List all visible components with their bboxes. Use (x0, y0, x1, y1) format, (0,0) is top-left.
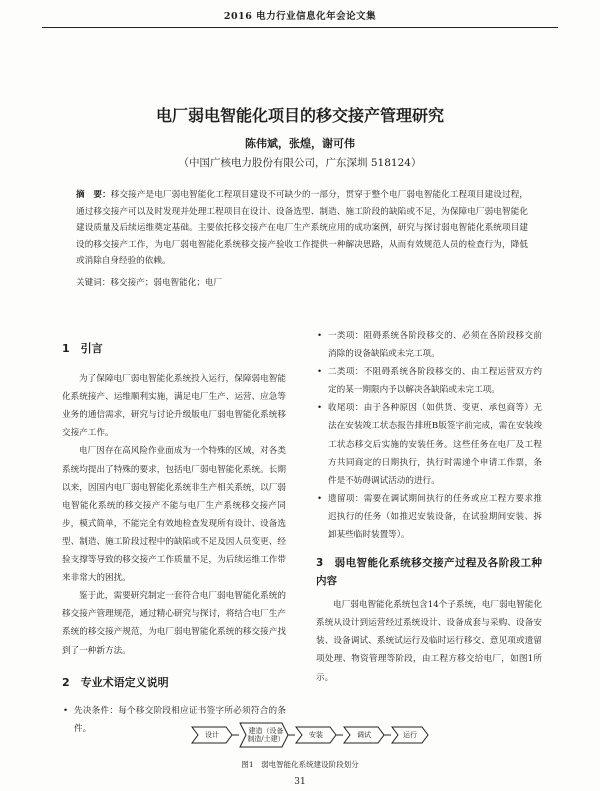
term-prerequisite: • 先决条件：每个移交阶段相应证书签字所必须符合的条件。 (62, 702, 286, 738)
paper-authors: 陈伟斌，张煌，谢可伟 (245, 137, 355, 150)
paper-affiliation: （中国广核电力股份有限公司，广东深圳 518124） (178, 157, 422, 169)
section-3-paragraph-1: 电厂弱电智能化系统包含14个子系统，电厂弱电智能化系统从设计到运营经过系统设计、设备成套与采购、设备安装、设备调试、系统试运行及临时运行移交、意见项或遗留项处理、物资管理等阶段，由工程方移交给电厂，如图1所示。 (316, 600, 542, 683)
flow-step-design: 设计 (205, 731, 219, 739)
section-1-paragraph-1: 为了保障电厂弱电智能化系统投入运行，保障弱电智能化系统接产、运维顺利实施，满足电厂生产、运营、应急等业务的通信需求，研究与讨论升级版电厂弱电智能化系统移交接产工作。 (62, 374, 286, 439)
term-closeout: • 收尾项：由于各种原因（如供货、变更、承包商等）无法在安装竣工状态报告排班B版签字前完成，需在安装竣工状态移交后实施的安装任务。这些任务在电厂及工程方共同商定的日期执行，执行时需递个申请工作票，条件是不妨碍调试活动的进行。 (316, 399, 542, 489)
term-class-one: • 一类项：阻碍系统各阶段移交的、必须在各阶段移交前消除的设备缺陷或未完工项。 (316, 327, 542, 363)
paper-title: 电厂弱电智能化项目的移交接产管理研究 (155, 106, 444, 125)
section-1-paragraph-3: 鉴于此，需要研究制定一套符合电厂弱电智能化系统的移交接产管理规范，通过精心研究与探讨，将结合电厂生产系统的移交接产规范，为电厂弱电智能化系统的移交接产找到了一种新方法。 (62, 591, 286, 656)
header-rule (42, 27, 558, 28)
flow-step-build: 建造（设备制造/土建） (247, 727, 285, 743)
keywords-label: 关键词： (76, 278, 111, 288)
figure-1-caption: 图1 弱电智能化系统建设阶段划分 (241, 760, 359, 769)
keywords (76, 276, 528, 288)
section-1-heading: 1 引言 (62, 342, 103, 355)
flow-step-operate: 运行 (403, 731, 417, 739)
figure-1-flowchart (190, 720, 430, 750)
section-1-paragraph-2: 电厂因存在高风险作业面成为一个特殊的区域，对各类系统均提出了特殊的要求，包括电厂弱电智能化系统。长期以来，因国内电厂弱电智能化系统非生产相关系统，以厂弱电智能化系统的移交接产不能与电厂生产系统移交接产同步，模式简单，不能完全有效地检查发现所有设计、设备选型、制造、施工阶段过程中的缺陷或不足及因人员变更、经验支撑等导致的移交接产工作质量不足，为后续运维工作带来非常大的困扰。 (62, 446, 286, 584)
flow-step-install: 安装 (309, 731, 323, 739)
section-3-heading: 3 弱电智能化系统移交接产过程及各阶段工种内容 (316, 557, 542, 588)
abstract (76, 187, 528, 270)
keywords-text: 移交接产；弱电智能化；电厂 (110, 278, 223, 288)
abstract-text: 移交接产是电厂弱电智能化工程项目建设不可缺少的一部分，贯穿于整个电厂弱电智能化工程项目建设过程，通过移交接产可以及时发现并处理工程项目在设计、设备选型、制造、施工阶段的缺陷或不足，为保障电厂弱电智能化建设质量及后续运维奠定基础。主要依托移交接产在电厂生产系统应用的成功案例，研究与探讨弱电智能化系统项目建设的移交接产工作，为电厂弱电智能化系统移交接产验收工作提供一种解决思路，从而有效规范人员的检查行为，降低或消除自身经验的依赖。 (76, 190, 528, 267)
term-legacy: • 遗留项：需要在调试期间执行的任务或应工程方要求推迟执行的任务（如推迟安装设备，在试验期间安装、拆卸某些临时装置等）。 (316, 490, 542, 544)
right-column (316, 327, 542, 687)
abstract-label: 摘 要： (76, 190, 111, 200)
left-column (62, 327, 286, 738)
running-head: 2016 电力行业信息化年会论文集 (223, 11, 377, 22)
section-2-heading: 2 专业术语定义说明 (62, 675, 169, 689)
page-number: 31 (294, 777, 306, 787)
flow-step-commission: 调试 (357, 731, 371, 739)
term-class-two: • 二类项：不阻碍系统各阶段移交的、由工程运营双方约定的某一期限内予以解决各缺陷或未完工项。 (316, 363, 542, 399)
